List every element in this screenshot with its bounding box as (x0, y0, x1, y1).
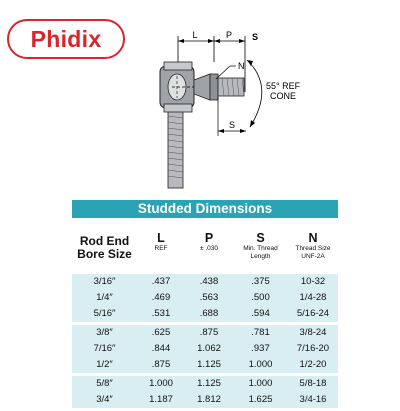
cone-label-line2: CONE (270, 91, 297, 101)
cell-l: 1.000 (149, 378, 173, 389)
table-header-row (72, 222, 338, 274)
cell-p: 1.812 (197, 394, 221, 405)
cell-n: 7/16-20 (296, 343, 330, 354)
cell-s: .937 (251, 343, 270, 354)
row-group-2 (72, 325, 338, 373)
header-s (233, 222, 288, 274)
cell-l: .625 (151, 327, 171, 338)
cell-bore: 5/8″ (96, 378, 113, 389)
cell-p: .438 (199, 276, 219, 287)
cell-p: 1.125 (197, 359, 221, 370)
rod-end-drawing (0, 0, 400, 200)
n-leader (216, 66, 230, 79)
header-p (185, 222, 233, 274)
cone-label-line1: 55° REF (266, 81, 301, 91)
cell-p: .875 (199, 327, 219, 338)
cell-n: 5/8-18 (299, 378, 327, 389)
cell-s: .594 (251, 308, 270, 319)
cell-s: 1.000 (248, 378, 273, 389)
cone-angle-arc (247, 60, 262, 127)
dim-label-l: L (192, 30, 198, 40)
head-top-ring (164, 62, 192, 70)
header-sub: ± .030 (199, 245, 219, 252)
table-title: Studded Dimensions (72, 200, 338, 218)
table-row (72, 306, 338, 322)
cell-bore: 1/4″ (96, 292, 113, 303)
logo-text: Phidix (30, 25, 102, 52)
row-group-1 (72, 274, 338, 322)
table-row (72, 290, 338, 306)
cell-bore: 1/2″ (96, 359, 113, 370)
cell-l: .875 (151, 359, 171, 370)
cell-n: 10-32 (300, 276, 326, 287)
stud-thread (218, 78, 244, 96)
studded-dimensions-table (72, 200, 338, 411)
cell-bore: 3/4″ (96, 394, 113, 405)
table-row (72, 376, 338, 392)
cell-s: .781 (251, 327, 270, 338)
cell-s: .500 (251, 292, 270, 303)
cell-l: .844 (151, 343, 171, 354)
cell-bore: 5/16″ (93, 308, 116, 319)
header-l (137, 222, 185, 274)
cell-l: .437 (151, 276, 171, 287)
cell-p: 1.125 (197, 378, 221, 389)
header-bore-size (72, 222, 137, 274)
header-main2: Bore Size (77, 247, 132, 261)
cell-bore: 7/16″ (93, 343, 116, 354)
header-n (288, 222, 338, 274)
cell-n: 1/2-20 (299, 359, 327, 370)
arrowhead (214, 39, 220, 43)
arrowhead (208, 39, 214, 43)
cell-p: 1.062 (197, 343, 221, 354)
cell-s: 1.000 (248, 359, 273, 370)
cell-p: .688 (199, 308, 219, 319)
header-main: N (308, 231, 318, 245)
cell-n: 3/8-24 (299, 327, 327, 338)
header-sub: Min. Thread (243, 245, 278, 252)
cell-l: .469 (151, 292, 171, 303)
header-sub: Thread Size (295, 245, 331, 252)
dim-label-p: P (225, 30, 233, 40)
cell-p: .563 (199, 292, 219, 303)
stud-cone (194, 74, 210, 100)
cell-n: 3/4-16 (299, 394, 327, 405)
header-sub2: Length (250, 253, 271, 260)
arrowhead (239, 39, 245, 43)
cell-n: 5/16-24 (296, 308, 330, 319)
dim-label-n: N (238, 61, 245, 71)
cell-bore: 3/16″ (93, 276, 116, 287)
cell-s: 1.625 (248, 394, 273, 405)
dim-label-s-side: S (228, 120, 236, 130)
header-main: Rod End (79, 234, 130, 248)
header-main: L (157, 231, 165, 245)
table-row (72, 274, 338, 290)
row-group-3 (72, 376, 338, 408)
header-sub: REF (154, 245, 168, 252)
table-row (72, 325, 338, 341)
dim-label-s-top: S (252, 32, 259, 42)
cell-l: .531 (151, 308, 171, 319)
cell-s: .375 (251, 276, 270, 287)
cell-l: 1.187 (149, 394, 173, 405)
head-bottom-ring (164, 104, 192, 112)
cell-n: 1/4-28 (299, 292, 327, 303)
arrowhead (178, 39, 184, 43)
header-main: P (204, 231, 214, 245)
table-row (72, 341, 338, 357)
table-row (72, 392, 338, 408)
table-row (72, 357, 338, 373)
cell-bore: 3/8″ (96, 327, 113, 338)
header-sub2: UNF-2A (301, 253, 325, 260)
header-main: S (256, 231, 265, 245)
